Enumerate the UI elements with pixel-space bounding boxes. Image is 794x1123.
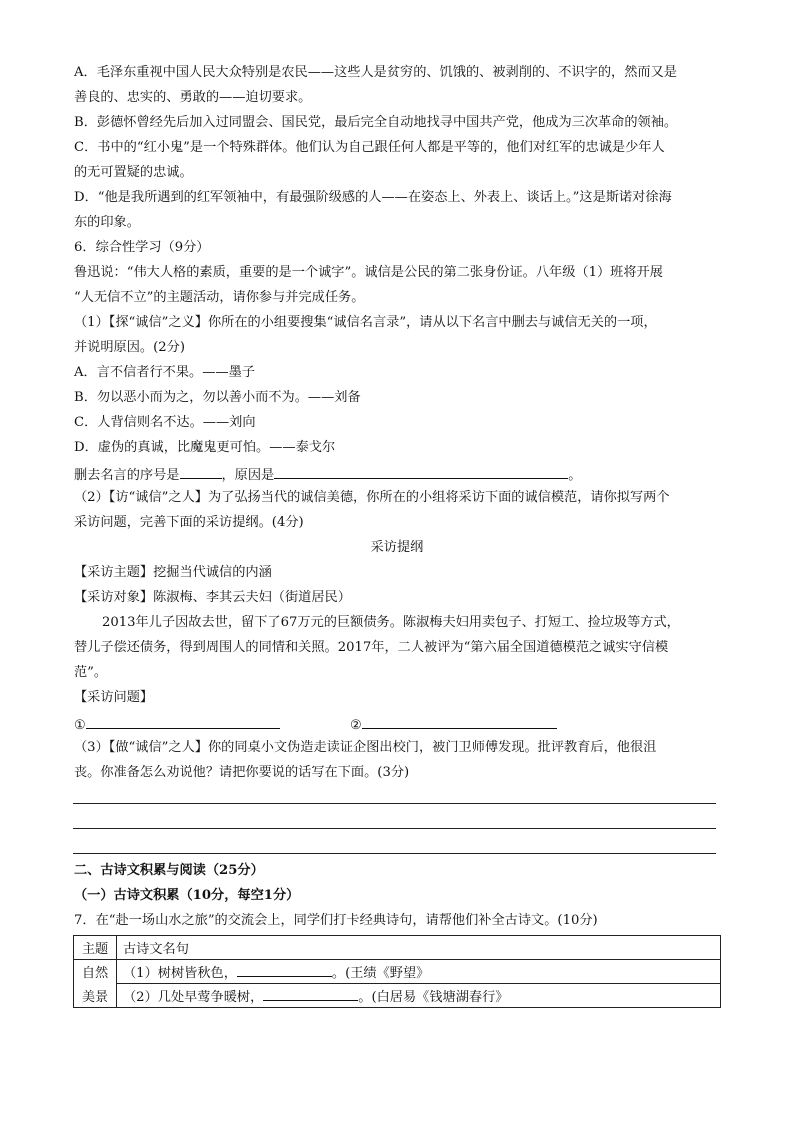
outline-title: 采访提纲 [370, 540, 424, 555]
table-row [74, 960, 721, 984]
delete-answer-line [74, 464, 581, 485]
poem-2-prefix: （2）几处早莺争暖树， [123, 990, 264, 1005]
q5-option-a-line2: 善良的、忠实的、勇敢的——迫切要求。 [74, 90, 312, 105]
q6-part3-line2: 丧。你准备怎么劝说他？请把你要说的话写在下面。(3分) [74, 765, 410, 780]
q6-intro-line1: 鲁迅说：“伟大人格的素质，重要的是一个诚字”。诚信是公民的第二张身份证。八年级（1）班将开展 [74, 265, 663, 280]
interview-question-2 [350, 714, 557, 735]
q5-option-c-line1: C．书中的“红小鬼”是一个特殊群体。他们认为自己跟任何人都是平等的，他们对红军的忠诚是少年人 [74, 140, 665, 155]
q6-part1-line2: 并说明原因。(2分) [74, 340, 185, 355]
answer-line-3[interactable] [73, 853, 716, 854]
interview-target: 【采访对象】陈淑梅、李其云夫妇（街道居民） [74, 590, 351, 605]
q6-part1-line1: （1）【探“诚信”之义】你所在的小组要搜集“诚信名言录”，请从以下名言中删去与诚信无关的一项， [74, 315, 657, 330]
poem-1-suffix: 。(王绩《野望》 [331, 966, 430, 981]
quote-option-c: C．人背信则名不达。——刘向 [74, 415, 256, 430]
interview-questions-label: 【采访问题】 [74, 690, 154, 705]
q5-option-b: B．彭德怀曾经先后加入过同盟会、国民党，最后完全自动地找寻中国共产党，他成为三次革命的领袖。 [74, 115, 678, 130]
delete-mid: ，原因是 [221, 468, 275, 483]
q6-title: 6．综合性学习（9分） [74, 240, 210, 255]
story-line1: 2013年儿子因故去世，留下了67万元的巨额债务。陈淑梅夫妇用卖包子、打短工、捡垃圾等方式， [102, 615, 680, 630]
q5-option-d-line2: 东的印象。 [74, 215, 140, 230]
q6-part3-line1: （3）【做“诚信”之人】你的同桌小文伪造走读证企图出校门，被门卫师傅发现。批评教育后，他很沮 [74, 740, 657, 755]
interview-topic: 【采访主题】挖掘当代诚信的内涵 [74, 565, 272, 580]
answer-line-1[interactable] [73, 803, 716, 804]
q6-part2-line1: （2）【访“诚信”之人】为了弘扬当代的诚信美德，你所在的小组将采访下面的诚信模范，请你拟写两个 [74, 490, 670, 505]
header-theme: 主题 [74, 936, 117, 960]
poem-cell-1 [117, 960, 721, 984]
q5-option-a-line1: A．毛泽东重视中国人民大众特别是农民——这些人是贫穷的、饥饿的、被剥削的、不识字的，然而又是 [74, 65, 677, 80]
delete-number-blank[interactable] [180, 464, 222, 479]
theme-cell-bottom: 美景 [74, 984, 117, 1008]
question-mark-1: ① [74, 718, 86, 733]
table-row [74, 984, 721, 1008]
header-poem: 古诗文名句 [117, 936, 721, 960]
delete-prefix: 删去名言的序号是 [74, 468, 180, 483]
theme-cell-top: 自然 [74, 960, 117, 984]
poem-1-blank[interactable] [237, 962, 332, 977]
quote-option-d: D．虚伪的真诚，比魔鬼更可怕。——泰戈尔 [74, 440, 336, 455]
question-1-blank[interactable] [86, 714, 280, 729]
quote-option-b: B．勿以恶小而为之，勿以善小而不为。——刘备 [74, 390, 361, 405]
section-2-heading: 二、古诗文积累与阅读（25分） [74, 863, 264, 878]
story-line2: 替儿子偿还债务，得到周围人的同情和关照。2017年，二人被评为“第六届全国道德模范之诚实守信模 [74, 640, 669, 655]
section-2-subheading: （一）古诗文积累（10分，每空1分） [74, 888, 300, 903]
delete-end: 。 [568, 468, 582, 483]
poem-cell-2 [117, 984, 721, 1008]
table-header-row [74, 936, 721, 960]
poem-1-prefix: （1）树树皆秋色， [123, 966, 237, 981]
delete-reason-blank[interactable] [274, 464, 568, 479]
q5-option-c-line2: 的无可置疑的忠诚。 [74, 165, 193, 180]
story-line3: 范”。 [74, 665, 108, 680]
quote-option-a: A．言不信者行不果。——墨子 [74, 365, 255, 380]
answer-line-2[interactable] [73, 828, 716, 829]
q6-intro-line2: “人无信不立”的主题活动，请你参与并完成任务。 [74, 290, 365, 305]
q6-part2-line2: 采访问题，完善下面的采访提纲。(4分) [74, 515, 304, 530]
poem-2-suffix: 。(白居易《钱塘湖春行》 [358, 990, 509, 1005]
q5-option-d-line1: D．“他是我所遇到的红军领袖中，有最强阶级感的人——在姿态上、外表上、谈话上。”这是斯诺对徐海 [74, 190, 672, 205]
interview-question-1 [74, 714, 280, 735]
q7-prompt: 7．在“赴一场山水之旅”的交流会上，同学们打卡经典诗句，请帮他们补全古诗文。(10分) [74, 913, 598, 928]
question-mark-2: ② [350, 718, 362, 733]
question-2-blank[interactable] [362, 714, 557, 729]
poem-table [73, 935, 721, 1008]
poem-2-blank[interactable] [263, 986, 358, 1001]
